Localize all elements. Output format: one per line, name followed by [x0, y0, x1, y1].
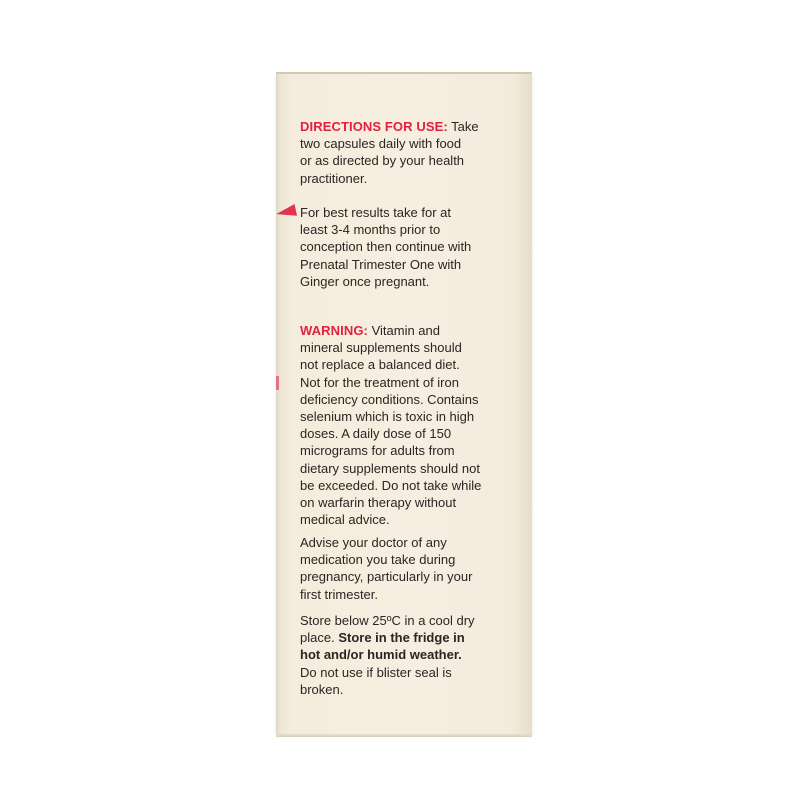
red-edge-graphic	[276, 376, 279, 390]
warning-label: WARNING:	[300, 323, 368, 338]
advise-paragraph	[300, 534, 528, 603]
directions-label: DIRECTIONS FOR USE:	[300, 119, 448, 134]
best-results-text: For best results take for at least 3-4 months prior to conception then continue with Prenatal Trimester One with Ginger once pregnant.	[300, 205, 472, 289]
storage-fridge-text: Store in the fridge in hot and/or humid weather.	[300, 630, 465, 663]
storage-text: Store below 25ºC in a cool dry place.	[300, 613, 475, 646]
directions-text: Take two capsules daily with food or as directed by your health practitioner.	[300, 119, 479, 186]
best-results-paragraph	[300, 204, 528, 290]
storage-paragraph	[300, 612, 528, 698]
box-edge-shadow	[276, 74, 280, 736]
warning-paragraph	[300, 322, 528, 528]
advise-text: Advise your doctor of any medication you take during pregnancy, particularly in your first trimester.	[300, 535, 473, 602]
box-bottom-edge	[276, 734, 532, 737]
storage-seal-text: Do not use if blister seal is broken.	[300, 664, 452, 697]
warning-text: Vitamin and mineral supplements should not replace a balanced diet. Not for the treatment of iron deficiency conditions. Contains selenium which is toxic in high doses. A daily dose of 150 micrograms for adults from dietary supplements should not be exceeded. Do not take while on warfarin therapy without medical advice.	[300, 323, 482, 528]
directions-paragraph	[300, 118, 528, 187]
